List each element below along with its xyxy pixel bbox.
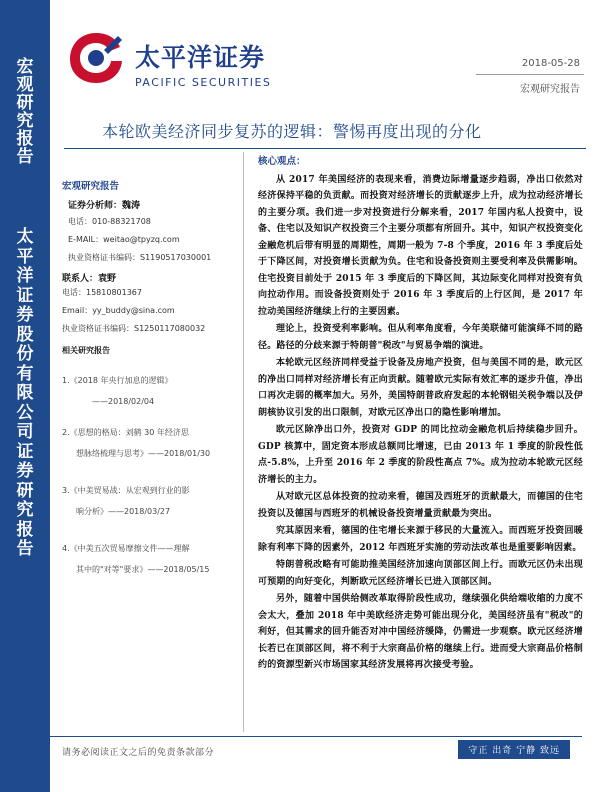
body-paragraph: 从 2017 年美国经济的表现来看，消费边际增量逐步趋弱，净出口依然对经济保持平稳的负贡献。而投资对经济增长的贡献逐步上升，成为拉动经济增长的主要分项。我们进一步对投资进行分解来看，2017 年国内私人投资中，设备、住宅以及知识产权投资三个主要分项都有所回升。其中，知识产权投资变化金融危机后带有明显的周期性，周期一般为 7-8 个季度，2016 年 3 季度后处于下降区间，对投资增长贡献为负。住宅和设备投资则主要受利率及供需影响。住宅投资目前处于 2015 年 3 季度后的下降区间，其边际变化同样对投资有负向拉动作用。而设备投资则处于 2016 年 3 季度后的上行区间，是 2017 年拉动美国经济继续上行的主要因素。 (258, 174, 583, 317)
body-paragraph: 从对欧元区总体投资的拉动来看，德国及西班牙的贡献最大，而德国的住宅投资以及德国与西班牙的机械设备投资增量贡献最为突出。 (258, 492, 583, 519)
related-reports (62, 345, 240, 580)
contact-license: 执业资格证书编码：S1250117080032 (62, 324, 206, 333)
body-paragraph: 究其原因来看，德国的住宅增长来源于移民的大量流入。而西班牙投资回暖除有利率下降的因素外，2012 年西班牙实施的劳动法改革也是重要影响因素。 (258, 526, 583, 553)
related-report-item[interactable]: 其中的"对等"要求》——2018/05/15 (76, 565, 210, 574)
analyst-license: 执业资格证书编码：S1190517030001 (68, 253, 212, 262)
contact-label: 联系人：袁野 (62, 274, 117, 284)
analyst-phone: 电话：010-88321708 (68, 217, 151, 226)
body-paragraph: 特朗普税改略有可能助推美国经济加速向顶部区间上行。而欧元区仍未出现可预期的向好变化，判断欧元区经济增长已进入顶部区间。 (258, 560, 583, 587)
related-report-item[interactable]: 3.《中美贸易战：从宏观到行业的影 (62, 486, 190, 495)
analyst-info (62, 178, 240, 338)
report-date: 2018-05-28 (521, 58, 580, 69)
section-label: 宏观研究报告 (62, 181, 120, 192)
footer-divider (50, 736, 582, 737)
related-report-item[interactable]: 1.《2018 年央行加息的逻辑》 (62, 376, 173, 385)
related-report-item[interactable]: 想脉络梳理与思考》——2018/01/30 (76, 449, 211, 458)
brand-name-cn: 太平洋证券 (135, 43, 266, 72)
related-report-item[interactable]: ——2018/02/04 (92, 397, 155, 406)
body-paragraph: 理论上，投资受利率影响。但从利率角度看，今年美联储可能演绎不同的路径。路径的分歧来源于特朗普"税改"与贸易争端的演进。 (258, 324, 583, 351)
body-paragraph: 另外，随着中国供给侧改革取得阶段性成功，继续强化供给端收缩的力度不会太大，叠加 2018 年中美欧经济走势可能出现分化，美国经济虽有"税改"的利好，但其需求的回升能否对冲中国经济缓降，仍需进一步观察。欧元区经济增长若已在顶部区间，将不利于大宗商品价格的继续上行。进而受大宗商品价格制约的资源型新兴市场国家其经济发展将再次接受考验。 (258, 594, 583, 670)
sidebar-report-type: 宏 观 研 究 报 告 (16, 57, 34, 167)
left-sidebar-band (0, 0, 50, 792)
report-type: 宏观研究报告 (520, 84, 580, 95)
analyst-email: E-MAIL：weitao@tpyzq.com (68, 235, 180, 244)
column-divider (243, 152, 244, 732)
title-divider (64, 148, 586, 149)
related-report-item[interactable]: 4.《中美五次贸易摩擦文件——理解 (62, 544, 190, 553)
footer-disclaimer: 请务必阅读正文之后的免责条款部分 (62, 748, 215, 758)
related-report-item[interactable]: 响分析》——2018/03/27 (76, 507, 171, 516)
core-views (258, 154, 583, 675)
sidebar-company-label: 太 平 洋 证 券 股 份 有 限 公 司 证 券 研 究 报 告 (16, 227, 34, 559)
core-views-heading: 核心观点： (258, 156, 306, 167)
contact-email: Email：yy_buddy@sina.com (62, 306, 175, 315)
related-reports-title: 相关研究报告 (62, 346, 110, 355)
body-paragraph: 欧元区除净出口外，投资对 GDP 的同比拉动金融危机后持续稳步回升。GDP 核算中，固定资本形成总额同比增速，已由 2013 年 1 季度的阶段性低点-5.8%，上升至 2016 年 2 季度的阶段性高点 7%。成为拉动本轮欧元区经济增长的主力。 (258, 425, 583, 485)
body-paragraph: 本轮欧元区经济同样受益于设备及房地产投资，但与美国不同的是，欧元区的净出口同样对经济增长有正向贡献。随着欧元实际有效汇率的逐步升值，净出口再次走弱的概率加大。另外，美国特朗普政府发起的本轮钢铝关税争端以及伊朗核协议引发的出口限制，对欧元区净出口的隐性影响增加。 (258, 358, 583, 418)
page-title: 本轮欧美经济同步复苏的逻辑：警惕再度出现的分化 (102, 122, 482, 141)
brand-block (135, 38, 271, 89)
footer-motto: 守正 出奇 宁静 致远 (458, 740, 570, 759)
brand-name-en: PACIFIC SECURITIES (135, 76, 272, 89)
pacific-securities-logo (66, 30, 126, 86)
related-report-item[interactable]: 2.《思想的格局：刘鹤 30 年经济思 (62, 428, 189, 437)
analyst-label: 证券分析师：魏涛 (68, 201, 141, 211)
contact-phone: 电话：15810801367 (62, 288, 142, 297)
header-divider (476, 74, 584, 75)
